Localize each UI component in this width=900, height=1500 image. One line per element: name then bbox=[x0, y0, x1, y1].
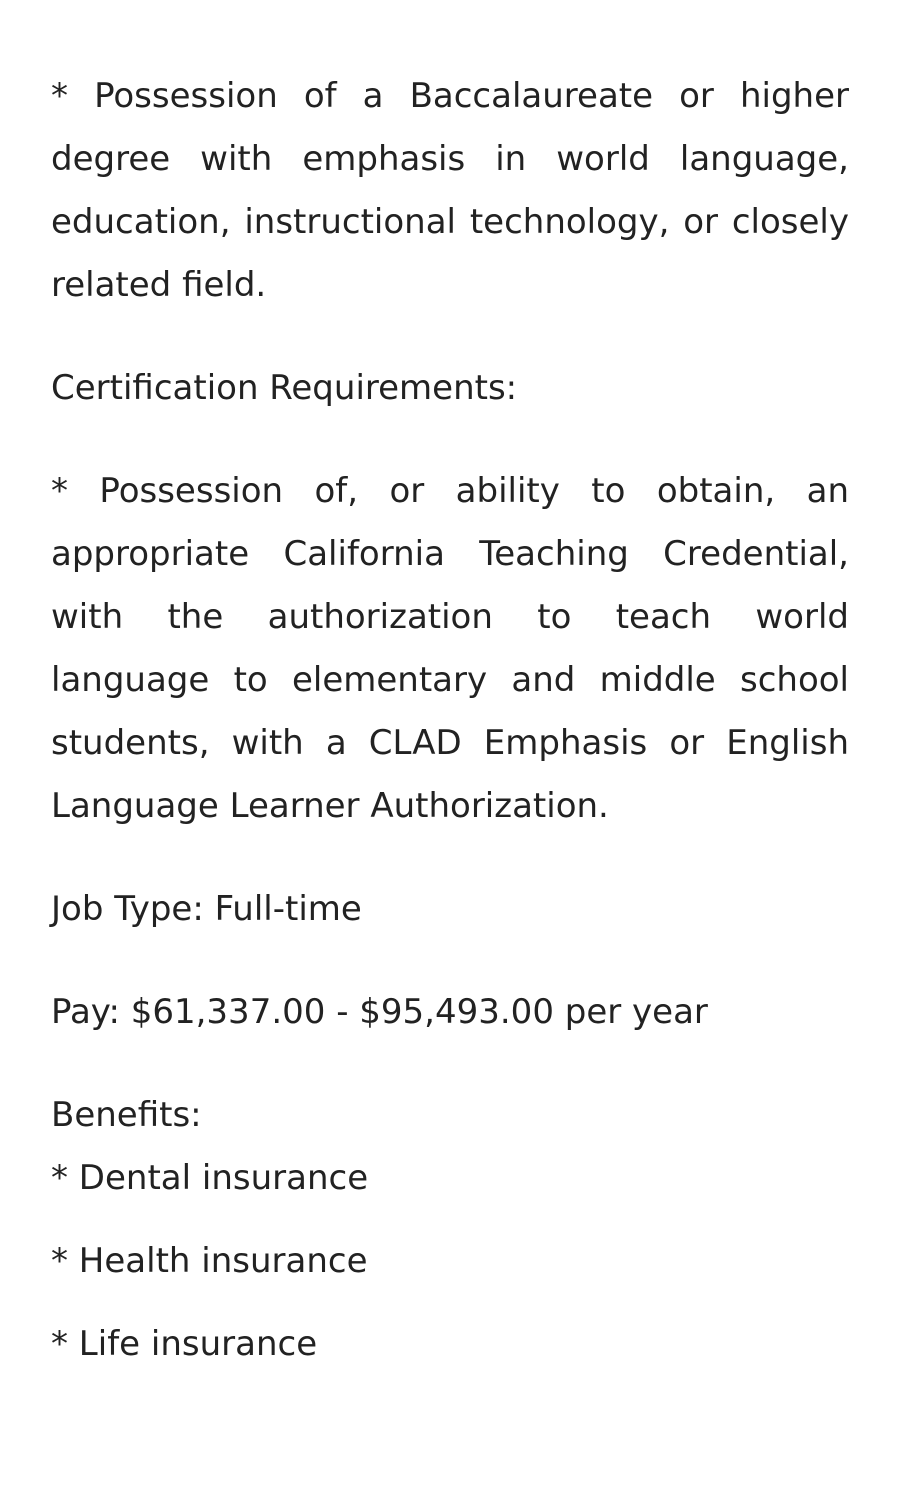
pay-text: Pay: $61,337.00 - $95,493.00 per year bbox=[51, 992, 708, 1032]
benefit-item-health: * Health insurance bbox=[51, 1241, 368, 1281]
certification-requirement-text: * Possession of, or ability to obtain, an appropriate California Teaching Credential, with the authorization to teach world language to elementary and middle school students, with a CLAD Emphasis or English Language Learner Authorization. bbox=[51, 471, 849, 826]
certification-heading: Certification Requirements: bbox=[51, 368, 518, 408]
benefit-item-dental: * Dental insurance bbox=[51, 1158, 369, 1198]
benefits-list bbox=[51, 1147, 849, 1376]
benefit-item-life: * Life insurance bbox=[51, 1324, 318, 1364]
education-requirement-text: * Possession of a Baccalaureate or higher degree with emphasis in world language, education, instructional technology, or closely related field. bbox=[51, 76, 849, 305]
job-type-text: Job Type: Full-time bbox=[51, 889, 362, 929]
benefits-heading: Benefits: bbox=[51, 1095, 202, 1135]
job-description bbox=[51, 65, 849, 1376]
